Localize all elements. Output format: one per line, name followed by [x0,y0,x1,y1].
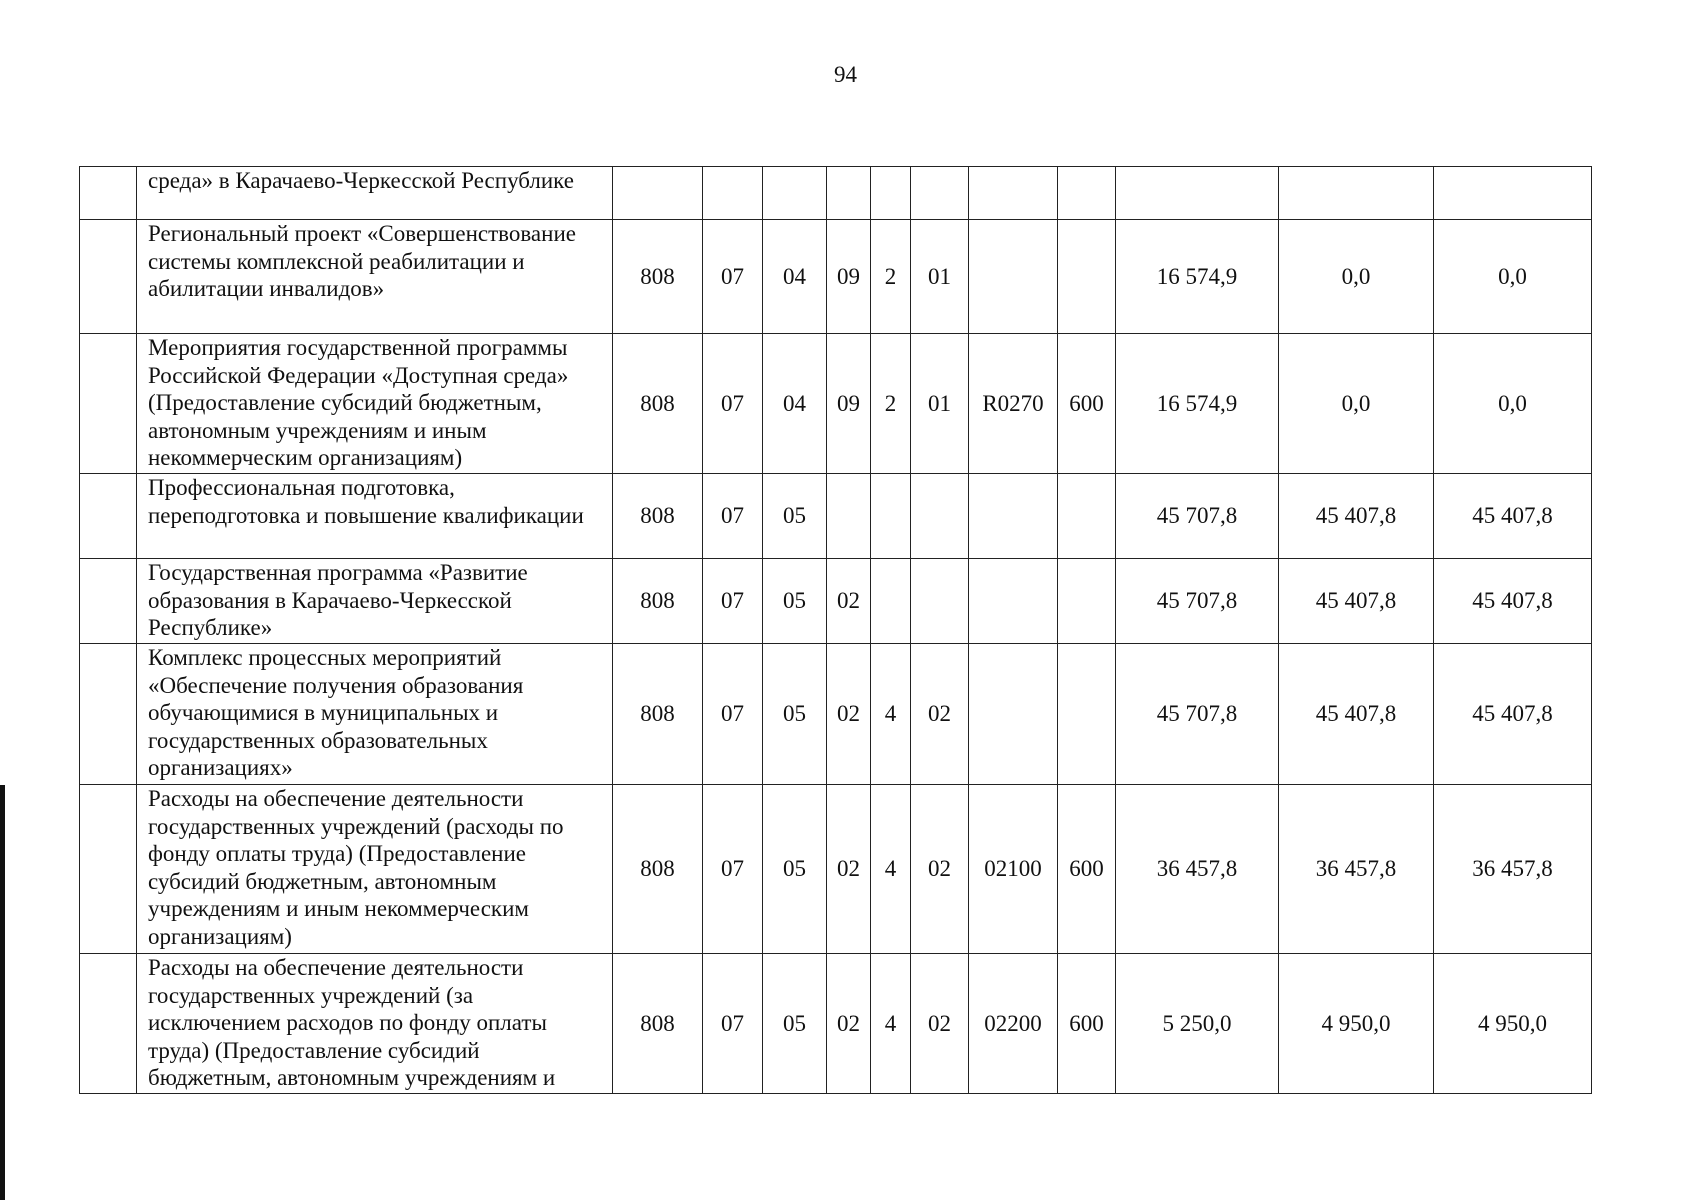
amount-year-3: 36 457,8 [1434,785,1592,954]
amount-year-3: 45 407,8 [1434,474,1592,559]
direction-code [969,474,1058,559]
section-code: 07 [703,644,763,785]
item-name: Мероприятия государственной программы Российской Федерации «Доступная среда» (Предоставление субсидий бюджетным, автономным учреждениям и иным некоммерческим организациям) [137,334,613,474]
event-code: 02 [911,954,969,1094]
event-code: 02 [911,644,969,785]
direction-code: 02200 [969,954,1058,1094]
row-number-cell [80,954,137,1094]
subprogram-code: 4 [871,785,911,954]
subsection-code: 04 [763,220,827,334]
table-row [80,785,1592,954]
amount-year-1: 36 457,8 [1116,785,1279,954]
amount-year-1: 45 707,8 [1116,474,1279,559]
table-row [80,220,1592,334]
event-code [911,559,969,644]
table-row [80,474,1592,559]
amount-year-1: 5 250,0 [1116,954,1279,1094]
item-name: Государственная программа «Развитие образования в Карачаево-Черкесской Республике» [137,559,613,644]
amount-year-3: 45 407,8 [1434,644,1592,785]
expense-type-code [1058,559,1116,644]
subsection-code: 05 [763,785,827,954]
row-number-cell [80,474,137,559]
amount-year-2: 45 407,8 [1279,474,1434,559]
direction-code [969,559,1058,644]
section-code: 07 [703,474,763,559]
amount-year-2: 45 407,8 [1279,559,1434,644]
subsection-code: 05 [763,644,827,785]
direction-code [969,644,1058,785]
page-number: 94 [834,62,857,87]
amount-year-3: 0,0 [1434,334,1592,474]
event-code [911,167,969,220]
subsection-code: 05 [763,474,827,559]
expense-type-code [1058,644,1116,785]
amount-year-3: 45 407,8 [1434,559,1592,644]
section-code: 07 [703,334,763,474]
amount-year-1: 16 574,9 [1116,334,1279,474]
row-number-cell [80,559,137,644]
subsection-code: 05 [763,559,827,644]
direction-code [969,167,1058,220]
row-number-cell [80,334,137,474]
item-name: Комплекс процессных мероприятий «Обеспечение получения образования обучающимися в муниципальных и государственных образовательных организациях» [137,644,613,785]
amount-year-1 [1116,167,1279,220]
event-code [911,474,969,559]
section-code [703,167,763,220]
expense-type-code: 600 [1058,334,1116,474]
subprogram-code: 4 [871,644,911,785]
subprogram-code [871,559,911,644]
item-name: Профессиональная подготовка, переподготовка и повышение квалификации [137,474,613,559]
table-row [80,559,1592,644]
table-row [80,644,1592,785]
admin-code [613,167,703,220]
direction-code [969,220,1058,334]
table-row [80,334,1592,474]
event-code: 01 [911,334,969,474]
program-code: 02 [827,785,871,954]
program-code: 09 [827,334,871,474]
amount-year-3: 0,0 [1434,220,1592,334]
subsection-code [763,167,827,220]
event-code: 02 [911,785,969,954]
subsection-code: 05 [763,954,827,1094]
direction-code: R0270 [969,334,1058,474]
program-code: 02 [827,954,871,1094]
amount-year-3 [1434,167,1592,220]
expense-type-code: 600 [1058,954,1116,1094]
amount-year-2: 36 457,8 [1279,785,1434,954]
amount-year-2 [1279,167,1434,220]
event-code: 01 [911,220,969,334]
table-row [80,167,1592,220]
expense-type-code: 600 [1058,785,1116,954]
amount-year-1: 16 574,9 [1116,220,1279,334]
amount-year-2: 0,0 [1279,220,1434,334]
admin-code: 808 [613,954,703,1094]
amount-year-2: 4 950,0 [1279,954,1434,1094]
expense-type-code [1058,220,1116,334]
subprogram-code: 4 [871,954,911,1094]
program-code: 02 [827,644,871,785]
admin-code: 808 [613,474,703,559]
budget-table [79,166,1592,1094]
item-name: Региональный проект «Совершенствование системы комплексной реабилитации и абилитации инвалидов» [137,220,613,334]
amount-year-2: 0,0 [1279,334,1434,474]
row-number-cell [80,644,137,785]
subsection-code: 04 [763,334,827,474]
amount-year-3: 4 950,0 [1434,954,1592,1094]
amount-year-1: 45 707,8 [1116,644,1279,785]
expense-type-code [1058,474,1116,559]
row-number-cell [80,785,137,954]
admin-code: 808 [613,644,703,785]
section-code: 07 [703,559,763,644]
scan-margin-edge [0,785,5,1200]
item-name: среда» в Карачаево-Черкесской Республике [137,167,613,220]
admin-code: 808 [613,559,703,644]
row-number-cell [80,167,137,220]
program-code [827,474,871,559]
admin-code: 808 [613,785,703,954]
admin-code: 808 [613,220,703,334]
program-code [827,167,871,220]
program-code: 09 [827,220,871,334]
subprogram-code [871,167,911,220]
section-code: 07 [703,954,763,1094]
item-name: Расходы на обеспечение деятельности государственных учреждений (расходы по фонду оплаты труда) (Предоставление субсидий бюджетным, автономным учреждениям и иным некоммерческим организациям) [137,785,613,954]
item-name: Расходы на обеспечение деятельности государственных учреждений (за исключением расходов по фонду оплаты труда) (Предоставление субсидий бюджетным, автономным учреждениям и [137,954,613,1094]
subprogram-code [871,474,911,559]
direction-code: 02100 [969,785,1058,954]
subprogram-code: 2 [871,220,911,334]
amount-year-1: 45 707,8 [1116,559,1279,644]
program-code: 02 [827,559,871,644]
subprogram-code: 2 [871,334,911,474]
amount-year-2: 45 407,8 [1279,644,1434,785]
section-code: 07 [703,785,763,954]
section-code: 07 [703,220,763,334]
expense-type-code [1058,167,1116,220]
table-row [80,954,1592,1094]
row-number-cell [80,220,137,334]
admin-code: 808 [613,334,703,474]
